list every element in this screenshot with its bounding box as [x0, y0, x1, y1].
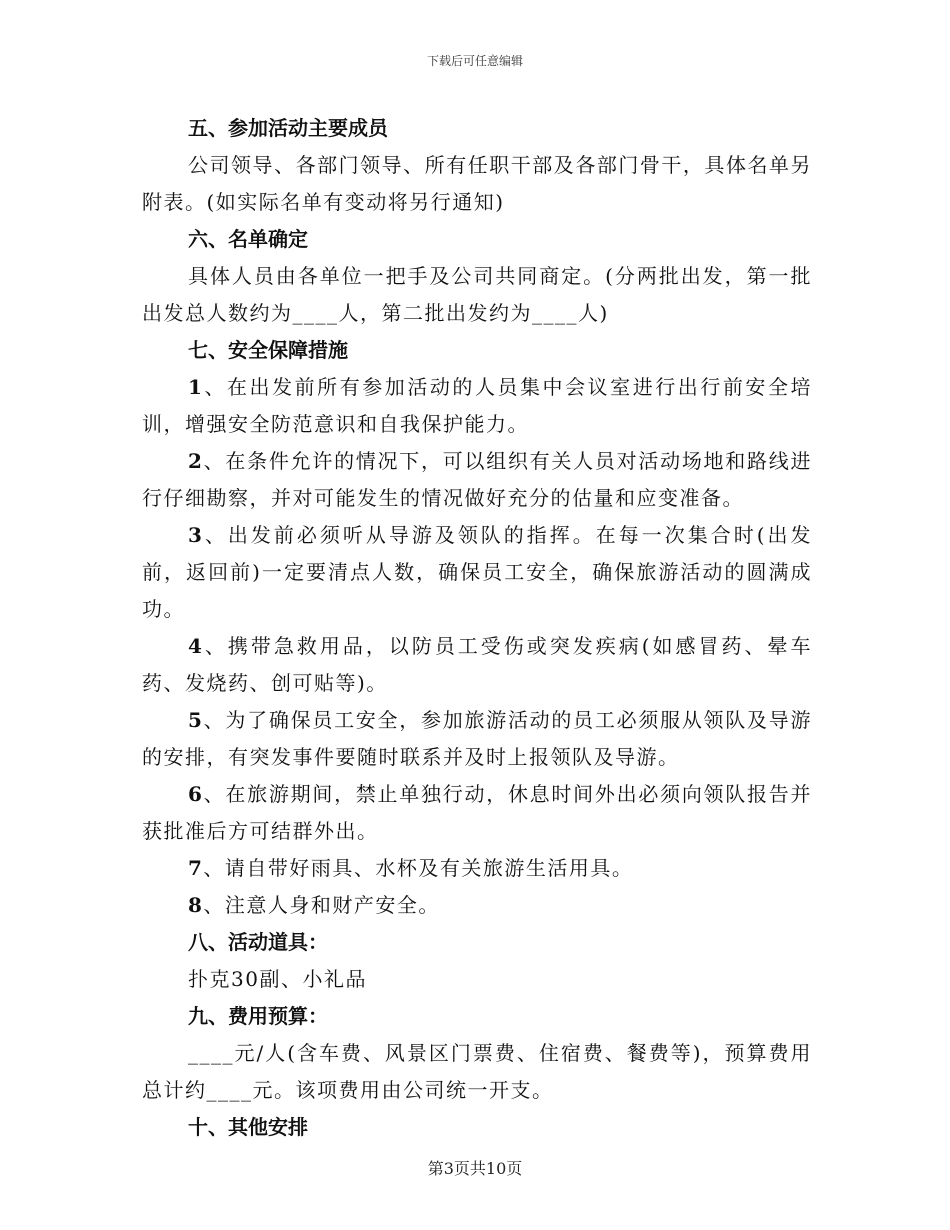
section-7-heading: 七、安全保障措施 [188, 338, 348, 362]
section-5-heading: 五、参加活动主要成员 [188, 116, 388, 140]
safety-item-number: 4 [188, 634, 204, 658]
header-note: 下载后可任意编辑 [426, 54, 523, 68]
safety-item-text: 、携带急救用品，以防员工受伤或突发疾病(如感冒药、晕车药、发烧药、创可贴等)。 [142, 634, 812, 695]
section-8-heading: 八、活动道具： [188, 930, 328, 954]
safety-item-number: 7 [188, 856, 204, 880]
safety-item-8 [142, 887, 812, 924]
safety-item-text: 、出发前必须听从导游及领队的指挥。在每一次集合时(出发前，返回前)一定要清点人数，确保员工安全，确保旅游活动的圆满成功。 [142, 523, 812, 621]
page-footer: 第3页共10页 [427, 1159, 523, 1178]
safety-item-text: 、注意人身和财产安全。 [203, 893, 440, 917]
safety-item-text: 、在出发前所有参加活动的人员集中会议室进行出行前安全培训，增强安全防范意识和自我保护能力。 [142, 375, 812, 436]
safety-item-1 [142, 369, 812, 443]
safety-item-7 [142, 850, 812, 887]
section-5-text: 公司领导、各部门领导、所有任职干部及各部门骨干，具体名单另附表。(如实际名单有变动将另行通知) [142, 153, 812, 214]
safety-item-6 [142, 776, 812, 850]
safety-item-text: 、在旅游期间，禁止单独行动，休息时间外出必须向领队报告并获批准后方可结群外出。 [142, 782, 812, 843]
document-body [142, 110, 812, 1146]
safety-item-4 [142, 628, 812, 702]
section-6-text: 具体人员由各单位一把手及公司共同商定。(分两批出发，第一批出发总人数约为____人，第二批出发约为____人) [142, 264, 812, 325]
section-10-heading: 十、其他安排 [188, 1115, 308, 1139]
safety-item-5 [142, 702, 812, 776]
safety-item-text: 、为了确保员工安全，参加旅游活动的员工必须服从领队及导游的安排，有突发事件要随时联系并及时上报领队及导游。 [142, 708, 812, 769]
safety-item-number: 8 [188, 893, 204, 917]
section-9-heading: 九、费用预算： [188, 1004, 328, 1028]
safety-item-text: 、在条件允许的情况下，可以组织有关人员对活动场地和路线进行仔细勘察，并对可能发生的情况做好充分的估量和应变准备。 [142, 449, 812, 510]
section-9-text: ____元/人(含车费、风景区门票费、住宿费、餐费等)，预算费用总计约____元。该项费用由公司统一开支。 [142, 1041, 812, 1102]
safety-item-number: 2 [188, 449, 204, 473]
section-8-text: 扑克30副、小礼品 [188, 967, 367, 991]
section-6-heading: 六、名单确定 [188, 227, 308, 251]
safety-item-number: 3 [188, 523, 204, 547]
safety-item-number: 5 [188, 708, 204, 732]
safety-item-number: 1 [188, 375, 204, 399]
safety-item-2 [142, 443, 812, 517]
safety-item-3 [142, 517, 812, 628]
safety-item-number: 6 [188, 782, 204, 806]
safety-item-text: 、请自带好雨具、水杯及有关旅游生活用具。 [203, 856, 634, 880]
